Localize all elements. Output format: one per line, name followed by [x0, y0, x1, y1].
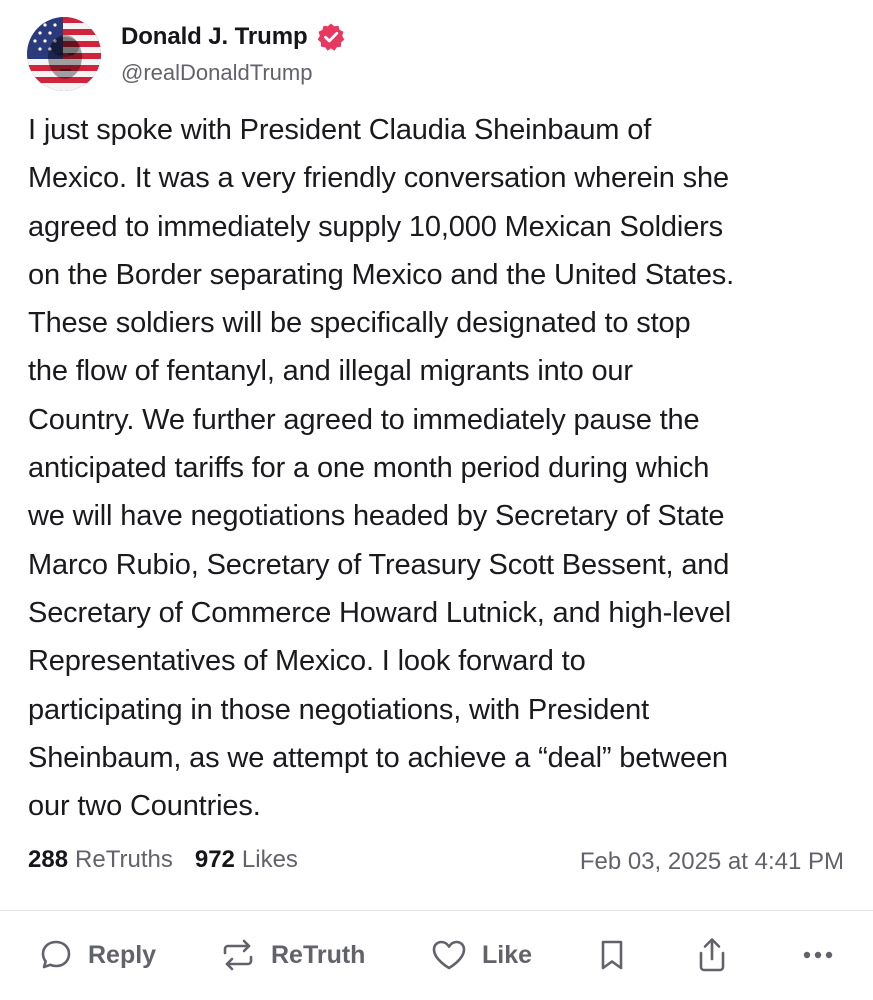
speech-bubble-icon [38, 937, 74, 973]
share-icon [694, 936, 730, 974]
more-options-button[interactable] [800, 928, 836, 982]
more-dots-icon [800, 937, 836, 973]
divider [0, 910, 873, 911]
retruths-label[interactable]: ReTruths [75, 846, 173, 873]
bookmark-button[interactable] [596, 928, 628, 982]
share-button[interactable] [694, 928, 730, 982]
verified-badge-icon [316, 22, 346, 52]
action-bar [0, 928, 873, 982]
heart-icon [430, 937, 468, 973]
author-handle[interactable]: @realDonaldTrump [121, 60, 313, 85]
bookmark-icon [596, 937, 628, 973]
like-button[interactable] [430, 928, 532, 982]
post-body-text: I just spoke with President Claudia Sheinbaum of Mexico. It was a very friendly conversation wherein she agreed to immediately supply 10,000 Mexican Soldiers on the Border separating Mexico and the United States. These soldiers will be specifically designated to stop the flow of fentanyl, and illegal migrants into our Country. We further agreed to immediately pause the anticipated tariffs for a one month period during which we will have negotiations headed by Secretary of State Marco Rubio, Secretary of Treasury Scott Bessent, and Secretary of Commerce Howard Lutnick, and high-level Representatives of Mexico. I look forward to participating in those negotiations, with President Sheinbaum, as we attempt to achieve a “deal” between our two Countries. [28, 114, 735, 823]
like-label: Like [482, 940, 533, 969]
likes-count[interactable]: 972 [194, 846, 235, 873]
retruth-button[interactable] [219, 928, 365, 982]
author-name-row [121, 22, 346, 52]
repost-arrows-icon [219, 937, 257, 973]
author-display-name[interactable]: Donald J. Trump [121, 23, 308, 50]
likes-label[interactable]: Likes [241, 846, 298, 873]
avatar[interactable] [27, 17, 101, 91]
reply-label: Reply [88, 940, 157, 969]
avatar-flag-portrait-icon [27, 17, 101, 91]
post-stats [28, 846, 298, 874]
post-timestamp: Feb 03, 2025 at 4:41 PM [579, 848, 844, 875]
retruths-count[interactable]: 288 [28, 846, 69, 873]
reply-button[interactable] [38, 928, 156, 982]
retruth-label: ReTruth [271, 940, 366, 969]
author-block [121, 22, 346, 86]
